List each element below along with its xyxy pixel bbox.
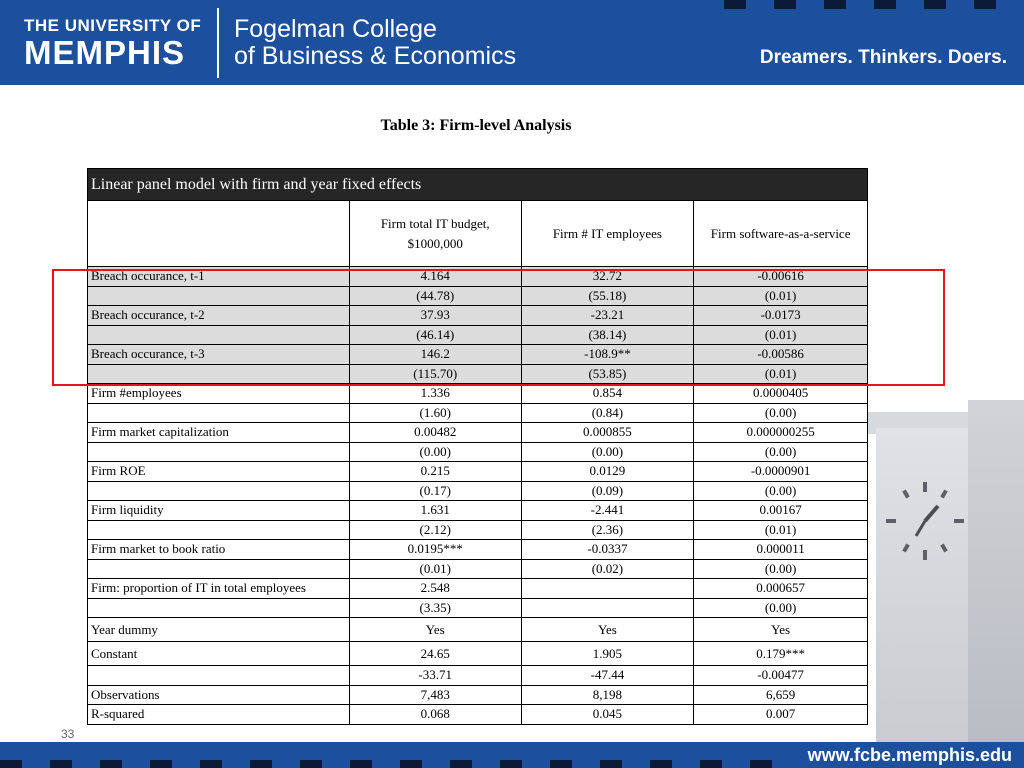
footer-tick: [150, 760, 172, 768]
table-cell: (46.14): [349, 325, 521, 345]
table-cell: (0.01): [694, 325, 868, 345]
footer-tick: [200, 760, 222, 768]
table-cell: 0.854: [521, 384, 694, 404]
row-label: Observations: [88, 685, 350, 705]
footer-tick: [100, 760, 122, 768]
footer-tick: [650, 760, 672, 768]
table-cell: 7,483: [349, 685, 521, 705]
header-tick: [974, 0, 996, 9]
row-label: Firm market capitalization: [88, 423, 350, 443]
footer-tick: [700, 760, 722, 768]
header-tick: [874, 0, 896, 9]
university-logo-line2: MEMPHIS: [24, 34, 186, 71]
row-label: [88, 481, 350, 501]
table-cell: 0.0195***: [349, 540, 521, 560]
table-row: [88, 666, 868, 686]
table-cell: 37.93: [349, 306, 521, 326]
table-cell: (1.60): [349, 403, 521, 423]
table-row: [88, 442, 868, 462]
website-link[interactable]: www.fcbe.memphis.edu: [807, 745, 1012, 765]
table-cell: 0.045: [521, 705, 694, 725]
table-row: [88, 520, 868, 540]
table-cell: (115.70): [349, 364, 521, 384]
table-cell: -0.0173: [694, 306, 868, 326]
clock-icon: [882, 478, 968, 564]
row-label: Firm market to book ratio: [88, 540, 350, 560]
row-label: R-squared: [88, 705, 350, 725]
table-cell: -0.00616: [694, 267, 868, 287]
table-row: [88, 423, 868, 443]
table-row: [88, 540, 868, 560]
table-cell: (0.01): [349, 559, 521, 579]
header-tick: [774, 0, 796, 9]
row-label: Firm: proportion of IT in total employees: [88, 579, 350, 599]
table-cell: (0.84): [521, 403, 694, 423]
table-title: Table 3: Firm-level Analysis: [380, 117, 572, 134]
footer-tick: [250, 760, 272, 768]
table-cell: (0.00): [349, 442, 521, 462]
regression-table: [87, 168, 868, 725]
table-cell: -0.00477: [694, 666, 868, 686]
footer-tick: [0, 760, 22, 768]
table-row: [88, 462, 868, 482]
table-cell: Yes: [349, 618, 521, 642]
table-row: [88, 705, 868, 725]
header-tick: [824, 0, 846, 9]
table-cell: -47.44: [521, 666, 694, 686]
row-label: Firm ROE: [88, 462, 350, 482]
footer-tick: [300, 760, 322, 768]
table-cell: [521, 579, 694, 599]
footer-tick: [550, 760, 572, 768]
table-cell: 8,198: [521, 685, 694, 705]
footer-tick: [750, 760, 772, 768]
row-label: [88, 666, 350, 686]
logo-divider: [217, 8, 219, 78]
table-cell: (0.01): [694, 364, 868, 384]
table-cell: (0.01): [694, 286, 868, 306]
table-cell: -2.441: [521, 501, 694, 521]
university-logo-line1: THE UNIVERSITY OF: [24, 16, 202, 35]
table-cell: 0.0000405: [694, 384, 868, 404]
table-cell: 1.905: [521, 642, 694, 666]
footer-tick: [450, 760, 472, 768]
page-number: 33: [61, 727, 75, 741]
footer-tick: [600, 760, 622, 768]
table-cell: (55.18): [521, 286, 694, 306]
table-cell: 0.007: [694, 705, 868, 725]
table-cell: 32.72: [521, 267, 694, 287]
footer-tick: [400, 760, 422, 768]
table-cell: (0.00): [694, 403, 868, 423]
table-cell: -23.21: [521, 306, 694, 326]
table-cell: 0.215: [349, 462, 521, 482]
table-cell: Yes: [521, 618, 694, 642]
table-row: [88, 403, 868, 423]
footer-tick: [50, 760, 72, 768]
table-cell: (3.35): [349, 598, 521, 618]
header-banner: [0, 0, 1024, 85]
table-cell: (0.00): [521, 442, 694, 462]
table-row: [88, 481, 868, 501]
table-cell: 4.164: [349, 267, 521, 287]
table-row: [88, 642, 868, 666]
university-logo: [24, 17, 201, 71]
row-label: Breach occurance, t-2: [88, 306, 350, 326]
table-cell: 1.336: [349, 384, 521, 404]
table-cell: (2.12): [349, 520, 521, 540]
table-cell: -0.00586: [694, 345, 868, 365]
table-row: [88, 501, 868, 521]
table-cell: (0.01): [694, 520, 868, 540]
table-cell: [521, 598, 694, 618]
table-cell: (0.02): [521, 559, 694, 579]
highlight-box: [52, 269, 945, 386]
table-cell: -0.0000901: [694, 462, 868, 482]
row-label: [88, 403, 350, 423]
college-name: [234, 16, 516, 70]
row-label: [88, 559, 350, 579]
table-cell: (0.09): [521, 481, 694, 501]
header-tick: [924, 0, 946, 9]
table-cell: 0.068: [349, 705, 521, 725]
college-name-line2: of Business & Economics: [234, 42, 517, 70]
table-cell: (53.85): [521, 364, 694, 384]
table-cell: (0.00): [694, 481, 868, 501]
table-cell: 24.65: [349, 642, 521, 666]
row-label: Constant: [88, 642, 350, 666]
table-cell: (0.00): [694, 598, 868, 618]
table-row: [88, 685, 868, 705]
table-cell: 0.179***: [694, 642, 868, 666]
table-cell: (0.00): [694, 559, 868, 579]
table-cell: -108.9**: [521, 345, 694, 365]
table-cell: -33.71: [349, 666, 521, 686]
table-cell: 6,659: [694, 685, 868, 705]
table-banner: Linear panel model with firm and year fixed effects: [88, 169, 868, 201]
table-cell: (0.00): [694, 442, 868, 462]
footer-tick: [500, 760, 522, 768]
table-cell: 0.00482: [349, 423, 521, 443]
tagline: Dreamers. Thinkers. Doers.: [759, 47, 1007, 68]
row-label: [88, 520, 350, 540]
table-cell: -0.0337: [521, 540, 694, 560]
table-cell: 1.631: [349, 501, 521, 521]
table-cell: 0.00167: [694, 501, 868, 521]
row-label: Breach occurance, t-3: [88, 345, 350, 365]
row-label: Firm #employees: [88, 384, 350, 404]
table-cell: 2.548: [349, 579, 521, 599]
college-name-line1: Fogelman College: [234, 15, 437, 43]
table-cell: 0.000011: [694, 540, 868, 560]
header-cell-empty: [88, 201, 350, 267]
row-label: [88, 598, 350, 618]
row-label: Firm liquidity: [88, 501, 350, 521]
table-header-row: [88, 201, 868, 267]
header-tick: [724, 0, 746, 9]
table-cell: (38.14): [521, 325, 694, 345]
table-cell: (2.36): [521, 520, 694, 540]
table-banner-row: [88, 169, 868, 201]
row-label: [88, 442, 350, 462]
footer-banner: [0, 742, 1024, 768]
column-header: Firm total IT budget, $1000,000: [349, 201, 521, 267]
column-header: Firm # IT employees: [521, 201, 694, 267]
table-cell: Yes: [694, 618, 868, 642]
table-row: [88, 598, 868, 618]
table-row: [88, 618, 868, 642]
footer-tick: [350, 760, 372, 768]
table-cell: 0.000657: [694, 579, 868, 599]
table-cell: 0.000000255: [694, 423, 868, 443]
table-cell: (44.78): [349, 286, 521, 306]
row-label: Year dummy: [88, 618, 350, 642]
row-label: Breach occurance, t-1: [88, 267, 350, 287]
tower-illustration-side: [968, 400, 1024, 750]
table-cell: (0.17): [349, 481, 521, 501]
table-row: [88, 384, 868, 404]
table-cell: 146.2: [349, 345, 521, 365]
table-row: [88, 559, 868, 579]
table-row: [88, 579, 868, 599]
table-cell: 0.0129: [521, 462, 694, 482]
table-cell: 0.000855: [521, 423, 694, 443]
column-header: Firm software-as-a-service: [694, 201, 868, 267]
